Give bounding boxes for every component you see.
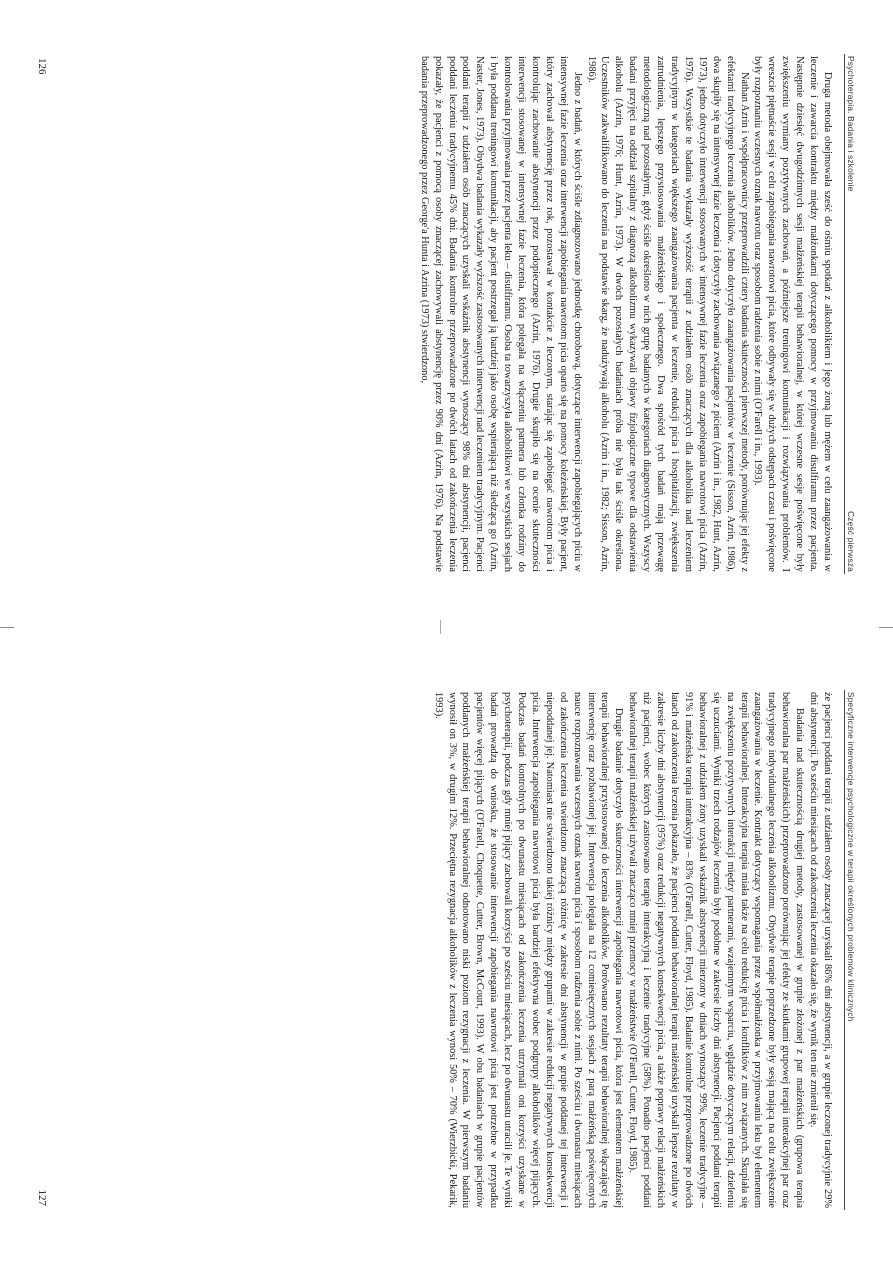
paragraph: Drugie badanie dotyczyło skuteczności interwencji zapobiegania nawrotowi picia, która jest elementem małżeńskiej terapii behawioralnej przystosowanej do leczenia alkoholików. Porównano rezultaty terapii behawioralnej włączającej tę interwencję oraz pozbawionej jej. Interwencja polegała na 12 comiesięcznych sesjach z parą małżeńską poświęconych nauce rozpoznawania wczesnych oznak nawrotu picia i sposobom radzenia sobie z nimi. Po sześciu i dwunastu miesiącach od zakończenia leczenia stwierdzono znaczącą różnicę w zakresie dni abstynencji w grupie poddanej tej interwencji i niepoddanej jej. Natomiast nie stwierdzono takiej różnicy między grupami w zakresie redukcji negatywnych konsekwencji picia. Interwencja zapobiegania nawrotowi picia była bardziej efektywna wobec podgrupy alkoholików więcej pijących. Podczas badań kontrolnych po dwunastu miesiącach od zakończenia leczenia utrzymali oni korzyści uzyskane w psychoterapii, podczas gdy mniej pijący zachowali korzyści po sześciu miesiącach, lecz po dwunastu utracili je. Te wyniki badań prowadzą do wniosku, że stosowanie interwencji zapobiegania nawrotowi picia jest potrzebne w przypadku pacjentów więcej pijących (O'Farell, Choquette, Cutter, Brown, McCourt, 1993). W obu badaniach w grupie pacjentów poddanych małżeńskiej terapii behawioralnej odnotowano niski poziom rezygnacji z leczenia. W pierwszym badaniu wynosił on 3%, w drugim 12%. Przeciętna rezygnacja alkoholików z leczenia wynosi 50% – 70% (Wierzbicki, Pekarik, 1993). [432, 692, 625, 1208]
fold-mark-right [879, 627, 893, 628]
paragraph: Nathan Azrin i współpracownicy przeprowadzili cztery badania skuteczności pierwszej metody, porównując jej efekty z efektami tradycyjnego leczenia alkoholików. Jedno dotyczyło zaangażowania pacjentów w leczenie (Sisson, Azrin, 1986), dwa skupiły się na intensywnej fazie leczenia i dotyczyły zachowania związanego z piciem (Azrin i in., 1982, Hunt, Azrin, 1973), jedno dotyczyło interwencji stosowanych w intensywnej fazie leczenia oraz zapobiegania nawrotowi picia (Azrin, 1976). Wszystkie te badania wykazały wyższość terapii z udziałem osób znaczących dla alkoholika nad leczeniem tradycyjnym w kategoriach większego zaangażowania pacjenta w leczenie, redukcji picia i hospitalizacji, zwiększenia zatrudnienia, lepszego przystosowania małżeńskiego i społecznego. Dwa spośród tych badań mają przewagę metodologiczną nad pozostałymi, gdyż ściśle określono w nich grupę badanych w kategoriach diagnostycznych. Wszyscy badani przyjęci na oddział szpitalny z diagnozą alkoholizmu wykazywali objawy fizjologiczne typowe dla odstawienia alkoholu (Azrin, 1976; Hunt, Azrin, 1973). W dwóch pozostałych badaniach próba nie była tak ściśle określona. Uczestników zakwalifikowano do leczenia na podstawie skarg, że nadużywają alkoholu (Azrin i in., 1982; Sisson, Azrin, 1986). [585, 56, 750, 572]
running-header [844, 690, 856, 1210]
paragraph: Badania nad skutecznością drugiej metody, zastosowanej w grupie złożonej z par małżeńskich (grupowa terapia behawioralna par małżeńskich) przeprowadzono porównując jej efekty ze skutkami grupowej terapii interakcyjnej par oraz tradycyjnego indywidualnego leczenia alkoholizmu. Obydwie terapie poprzedzone były sesją mającą na celu zwiększenie zaangażowania w leczenie. Kontrakt dotyczący wspomagania przez współmałżonka w przyjmowaniu leku był elementem terapii behawioralnej. Interakcyjna terapia miała także na celu redukcję picia i konfliktów z nim związanych. Skupiała się na zwiększeniu pozytywnych interakcji między partnerami, wzajemnym wsparciu, wglądzie dotyczącym relacji, dzieleniu się uczuciami. Wyniki trzech rodzajów leczenia były podobne w zakresie liczby dni abstynencji. Pacjenci poddani terapii behawioralnej z udziałem żony uzyskali wskaźnik abstynencji mierzony w dniach wynoszący 99%, leczenie tradycyjne – 91% i małżeńska terapia interakcyjna – 83% (O'Farell, Cutter, Floyd, 1985). Badanie kontrolne przeprowadzone po dwóch latach od zakończenia leczenia pokazało, że pacjenci poddani behawioralnej terapii małżeńskiej uzyskali lepsze rezultaty w zakresie liczby dni abstynencji (95%) oraz redukcji negatywnych konsekwencji picia, a także poprawy relacji małżeńskich niż pacjenci, wobec których zastosowano terapię interakcyjną i leczenie tradycyjne (58%). Ponadto pacjenci poddani behawioralnej terapii małżeńskiej używali znacząco mniej przemocy w małżeństwie (O'Farell, Cutter, Floyd, 1985). [627, 692, 806, 1208]
fold-line [440, 620, 441, 634]
page-number: 126 [36, 58, 48, 75]
running-header [844, 54, 856, 574]
running-header-title: Specyficzne interwencje psychologiczne w terapii określonych problemów klinicznych [846, 692, 856, 1022]
page-126 [36, 54, 856, 574]
fold-mark-left [0, 627, 14, 628]
running-header-part: Część pierwsza [846, 511, 856, 572]
page-body [431, 690, 834, 1210]
page-body [417, 54, 834, 574]
page-number: 127 [36, 1189, 48, 1206]
paragraph: że pacjenci poddani terapii z udziałem osoby znaczącej uzyskali 86% dni abstynencji, a w grupie leczonej tradycyjnie 29% dni abstynencji. Po sześciu miesiącach od zakończenia leczenia okazało się, że wynik ten nie zmienił się. [808, 692, 833, 1208]
page-127 [36, 690, 856, 1210]
paragraph: Jedno z badań, w których ściśle zdiagnozowano jednostkę chorobową, dotyczące interwencji zapobiegających piciu w intensywnej fazie leczenia oraz interwencji zapobiegania nawrotom picia oparto się na pomocy koleżeńskiej. Były pacjent, który zachował abstynencję przez rok, pozostawał w kontakcie z leczonym, starając się zapobiegać nawrotom picia i kontrolując zachowanie abstynencji przez podopiecznego (Azrin, 1976). Drugie skupiło się na ocenie skuteczności interwencji stosowanej w intensywnej fazie leczenia, która polegała na włączeniu partnera lub członka rodziny do kontrolowania przyjmowania przez pacjenta leku – disulfiramu. Osoba ta towarzyszyła alkoholikowi we wszystkich sesjach i była poddana treningowi komunikacji, aby pacjent postrzegał ją bardziej jako osobę wspierającą niż śledzącą go (Azrin, Naster, Jones, 1973). Obydwa badania wykazały wyższość zastosowanych interwencji nad leczeniem tradycyjnym. Pacjenci poddani terapii z udziałem osób znaczących uzyskali wskaźnik abstynencji wynoszący 98% dni abstynencji, pacjenci poddani leczeniu tradycyjnemu 45% dni. Badania kontrolne przeprowadzone po dwóch latach od zakończenia leczenia pokazały, że pacjenci z pomocą osoby znaczącej zachowywali abstynencję przez 90% dni (Azrin, 1976). Na podstawie badania przeprowadzonego przez George'a Hunta i Azrina (1973) stwierdzono, [418, 56, 583, 572]
paragraph: Druga metoda obejmowała sześć do ośmiu spotkań z alkoholikiem i jego żoną lub mężem w celu zaangażowania w leczenie i zawarcia kontraktu między małżonkami dotyczącego pomocy w przyjmowaniu disulfiramu przez pacjenta. Następnie dziesięć dwugodzinnych sesji małżeńskiej terapii behawioralnej, w której wczesne sesje poświęcone były zwiększeniu wymiany pozytywnych zachowań, a późniejsze treningowi komunikacji i rozwiązywania problemów. I wreszcie piętnaście sesji w celu zapobiegania nawrotowi picia, które odbywały się w dużych odstępach czasu i poświęcone były rozpoznaniu wczesnych oznak nawrotu oraz sposobom radzenia sobie z nimi (O'Farell i in., 1993). [752, 56, 833, 572]
running-header-title: Psychoterapia. Badania i szkolenie [846, 56, 856, 192]
